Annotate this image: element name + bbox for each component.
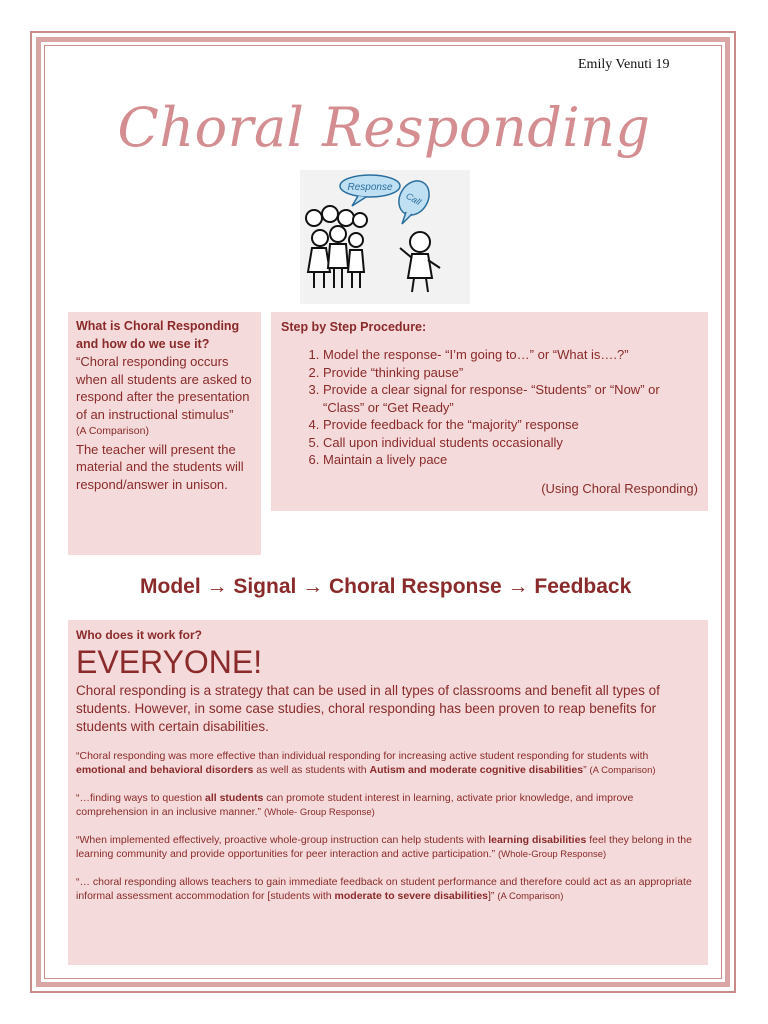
step-item: 6. Maintain a lively pace xyxy=(323,451,698,469)
quote-4: “… choral responding allows teachers to gain immediate feedback on student performance and therefore could act as an appropriate informal assessment accommodation for [students with moderate to severe disabilities]” (A Comparison) xyxy=(76,876,692,902)
step-item: 2. Provide “thinking pause” xyxy=(323,364,698,382)
page-title: Choral Responding xyxy=(117,96,651,159)
step-item: 5. Call upon individual students occasionally xyxy=(323,434,698,452)
author-name: Emily Venuti 19 xyxy=(578,57,670,72)
steps-box xyxy=(271,312,708,511)
what-is-box xyxy=(68,312,261,555)
everyone-heading: EVERYONE! xyxy=(76,644,263,680)
what-citation: (A Comparison) xyxy=(76,425,149,437)
what-quote: “Choral responding occurs when all students are asked to respond after the presentation of an instructional stimulus” xyxy=(76,354,252,422)
steps-citation: (Using Choral Responding) xyxy=(541,480,698,496)
classroom-illustration xyxy=(300,170,470,304)
steps-list xyxy=(281,346,698,469)
steps-heading: Step by Step Procedure: xyxy=(281,320,427,334)
step-item: 4. Provide feedback for the “majority” response xyxy=(323,416,698,434)
response-bubble-text: Response xyxy=(347,182,393,193)
who-intro: Choral responding is a strategy that can be used in all types of classrooms and benefit all types of students. However, in some case studies, choral responding has been proven to reap benefits for students with certain disabilities. xyxy=(76,683,660,734)
what-body: The teacher will present the material and the students will respond/answer in unison. xyxy=(76,441,244,492)
what-heading: What is Choral Responding and how do we use it? xyxy=(76,319,240,351)
quote-2: “…finding ways to question all students can promote student interest in learning, activate prior knowledge, and improve comprehension in an inclusive manner.” (Whole- Group Response) xyxy=(76,792,634,818)
who-box xyxy=(68,620,708,965)
step-item: 3. Provide a clear signal for response- “Students” or “Now” or “Class” or “Get Ready” xyxy=(323,381,698,416)
step-item: 1. Model the response- “I’m going to…” or “What is….?” xyxy=(323,346,698,364)
who-heading: Who does it work for? xyxy=(76,628,202,642)
process-flow: Model → Signal → Choral Response → Feedback xyxy=(140,575,632,598)
quote-3: “When implemented effectively, proactive whole-group instruction can help students with learning disabilities feel they belong in the learning community and provide opportunities for peer interaction and active participation.” (Whole-Group Response) xyxy=(76,834,692,860)
quote-1: “Choral responding was more effective than individual responding for increasing active student responding for students with emotional and behavioral disorders as well as students with Autism and moderate cognitive disabilities” (A Comparison) xyxy=(76,750,656,776)
call-bubble-text: Call xyxy=(404,190,423,208)
